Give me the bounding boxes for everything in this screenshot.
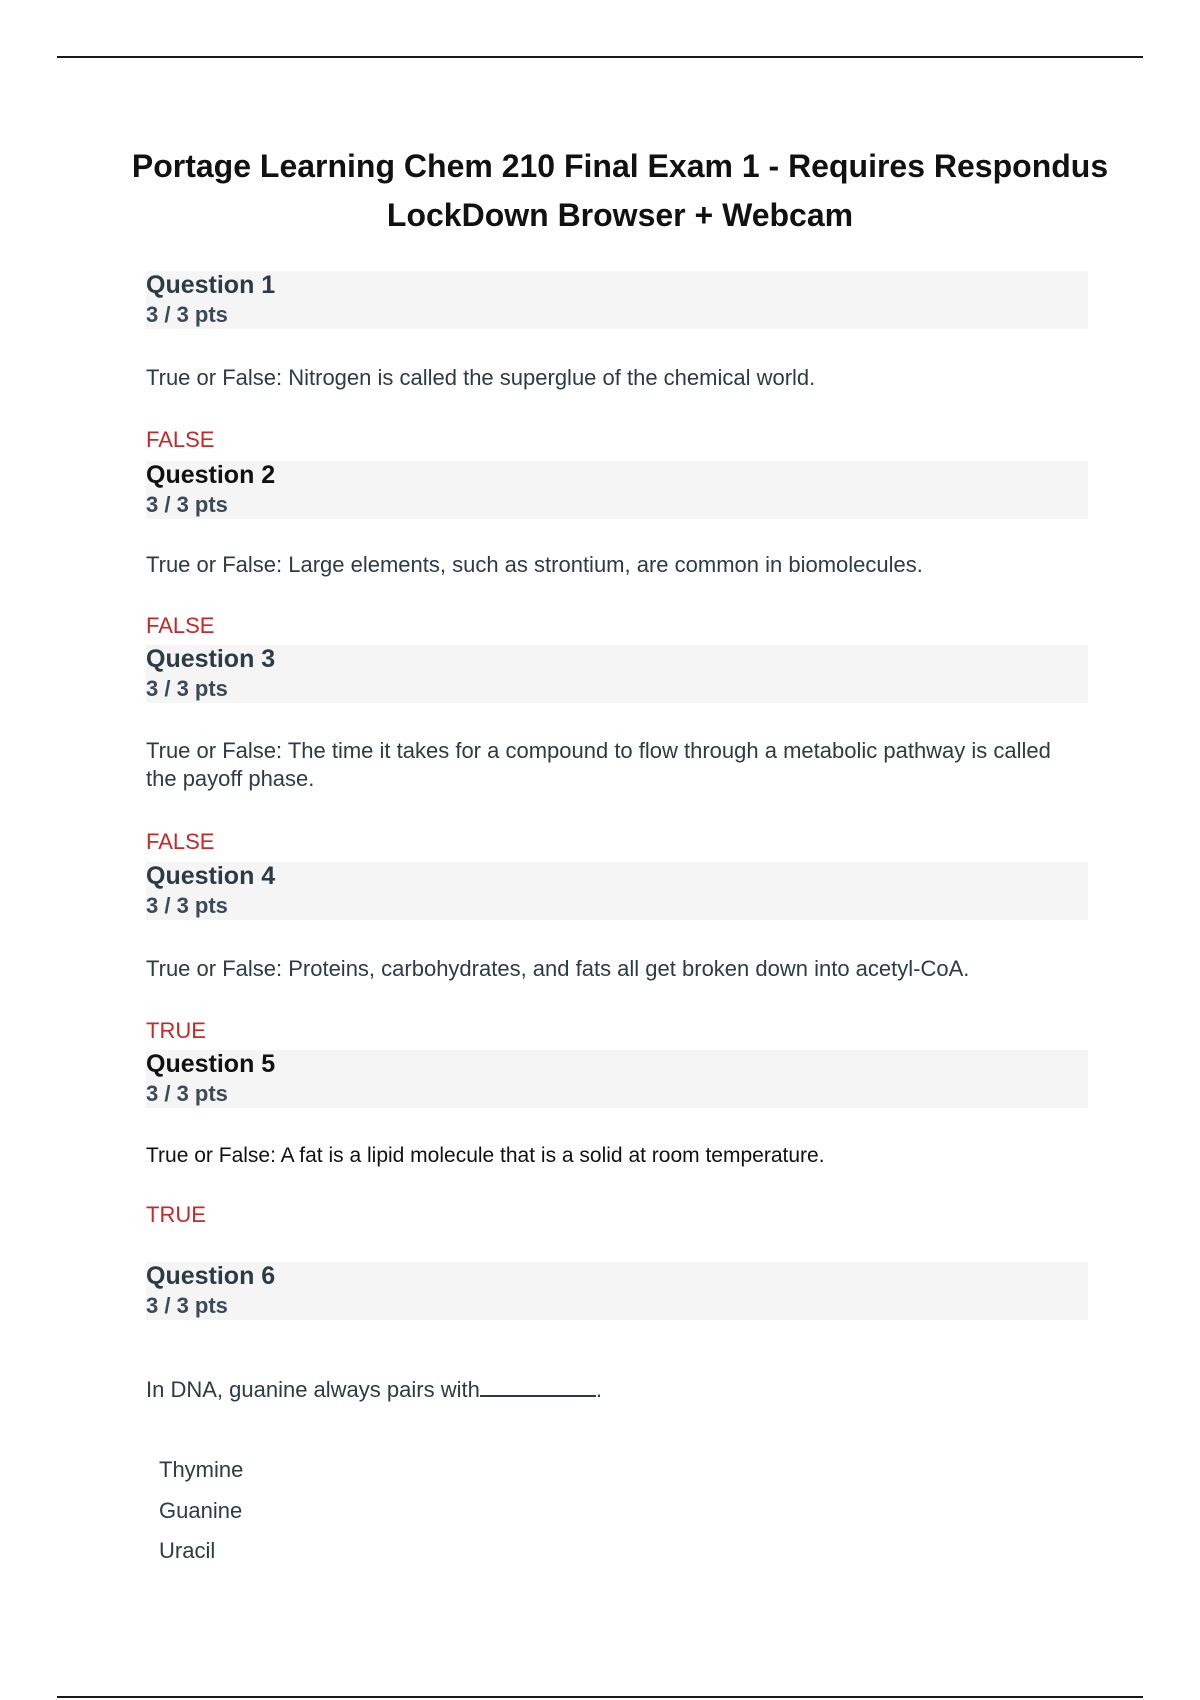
question-2-points: 3 / 3 pts bbox=[146, 492, 228, 517]
question-1-points: 3 / 3 pts bbox=[146, 302, 228, 327]
question-4-answer: TRUE bbox=[146, 1018, 206, 1043]
question-3-title: Question 3 bbox=[146, 645, 276, 673]
question-2-answer: FALSE bbox=[146, 613, 215, 638]
question-4-text: True or False: Proteins, carbohydrates, and fats all get broken down into acetyl-CoA. bbox=[146, 956, 970, 981]
question-5-text: True or False: A fat is a lipid molecule that is a solid at room temperature. bbox=[146, 1144, 825, 1167]
question-3-points: 3 / 3 pts bbox=[146, 676, 228, 701]
question-6-option-thymine[interactable]: Thymine bbox=[159, 1457, 244, 1482]
question-1-title: Question 1 bbox=[146, 271, 276, 299]
question-2-header bbox=[146, 461, 1088, 519]
question-6-title: Question 6 bbox=[146, 1262, 276, 1290]
bottom-rule bbox=[57, 1696, 1143, 1698]
top-rule bbox=[57, 56, 1143, 58]
question-4-points: 3 / 3 pts bbox=[146, 893, 228, 918]
question-5-answer: TRUE bbox=[146, 1202, 206, 1227]
document-title: Portage Learning Chem 210 Final Exam 1 - Requires Respondus LockDown Browser + Webcam bbox=[131, 148, 1109, 233]
question-2-text: True or False: Large elements, such as strontium, are common in biomolecules. bbox=[146, 552, 923, 577]
question-1-text: True or False: Nitrogen is called the superglue of the chemical world. bbox=[146, 365, 816, 390]
question-5-header bbox=[146, 1050, 1088, 1108]
question-4-header bbox=[146, 862, 1088, 920]
question-3-text: True or False: The time it takes for a compound to flow through a metabolic pathway is called the payoff phase. bbox=[146, 738, 1051, 791]
question-2-title: Question 2 bbox=[146, 461, 276, 489]
question-1-header bbox=[146, 271, 1088, 329]
question-6-text bbox=[146, 1373, 1086, 1404]
question-5-title: Question 5 bbox=[146, 1050, 276, 1078]
question-6-points: 3 / 3 pts bbox=[146, 1293, 228, 1318]
question-6-header bbox=[146, 1262, 1088, 1320]
question-6-text-after: . bbox=[595, 1377, 602, 1402]
question-4-title: Question 4 bbox=[146, 862, 276, 890]
question-6-text-before: In DNA, guanine always pairs with bbox=[146, 1377, 480, 1402]
fill-in-blank bbox=[480, 1373, 596, 1397]
question-3-header bbox=[146, 645, 1088, 703]
question-1-answer: FALSE bbox=[146, 427, 215, 452]
question-5-points: 3 / 3 pts bbox=[146, 1081, 228, 1106]
question-3-answer: FALSE bbox=[146, 829, 215, 854]
question-6-option-uracil[interactable]: Uracil bbox=[159, 1538, 216, 1563]
question-6-option-guanine[interactable]: Guanine bbox=[159, 1498, 243, 1523]
